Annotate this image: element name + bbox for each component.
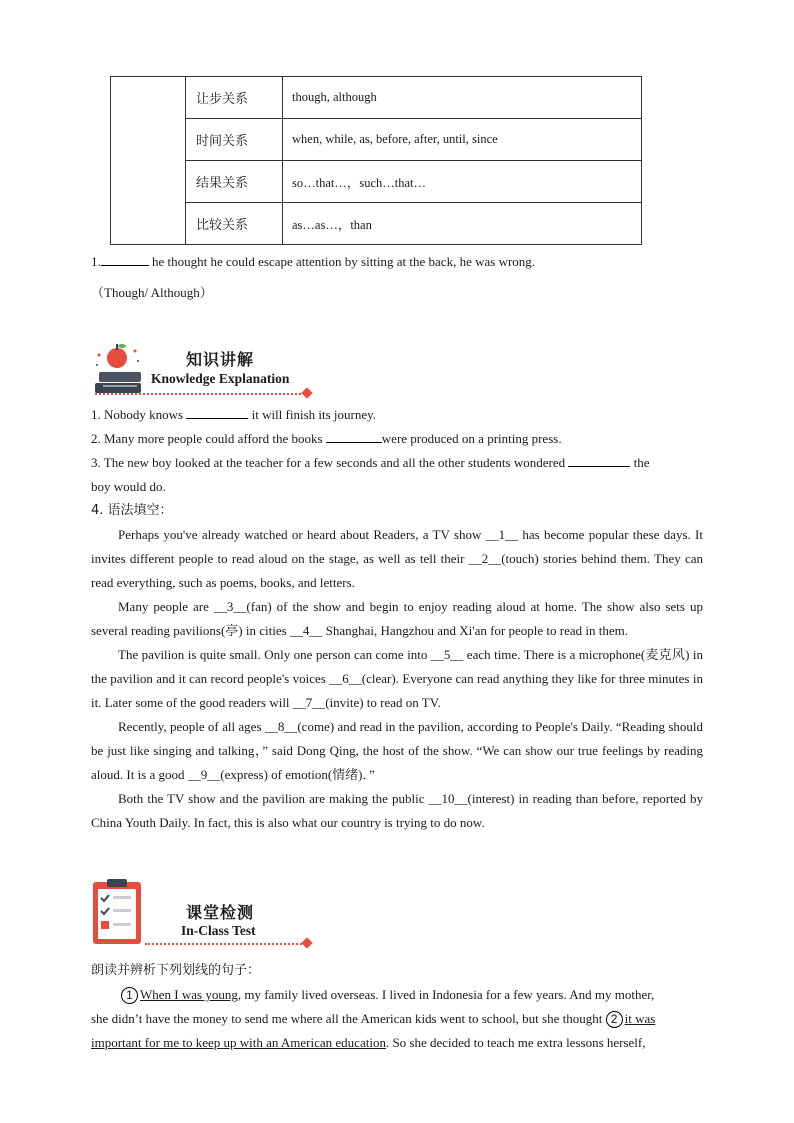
ke-question-2 (91, 427, 704, 451)
ke-question-3 (91, 451, 703, 475)
clipboard-checklist-icon (91, 878, 145, 948)
passage-text: . So she decided to teach me extra lessons herself, (385, 1035, 646, 1050)
table-cell-examples: as…as…，than (283, 203, 642, 245)
answer-blank (101, 253, 149, 266)
conjunction-table (110, 76, 642, 245)
underlined-sentence: When I was young (140, 987, 238, 1002)
section-header-knowledge (91, 341, 321, 401)
answer-blank (568, 454, 630, 467)
table-blank-cell (111, 77, 186, 245)
section-title-en: In-Class Test (181, 923, 256, 938)
question-text: the (630, 455, 650, 470)
section-header-test (91, 878, 321, 950)
passage-paragraph: Recently, people of all ages __8__(come) and read in the pavilion, according to People's Daily. “Reading should be just like singing and talking，” said Dong Qing, the host of the show. “We can show our true feelings by reading aloud. It is a good __9__(express) of emotion(情绪)．” (91, 719, 703, 782)
passage-text: she didn’t have the money to send me where all the American kids went to school, but she thought (91, 1011, 606, 1026)
question-text: 2. Many more people could afford the books (91, 431, 326, 446)
top-question-hint: （Though/ Although） (91, 285, 213, 300)
question-number: 1. (91, 254, 101, 269)
table-row (111, 203, 642, 245)
passage-paragraph: The pavilion is quite small. Only one person can come into __5__ each time. There is a microphone(麦克风) in the pavilion and it can record people's voices __6__(clear). Everyone can read anything they like for three minutes in it. Later some of the good readers will __7__(invite) to read on TV. (91, 647, 703, 710)
test-line (91, 983, 703, 1007)
table-cell-examples: when, while, as, before, after, until, since (283, 119, 642, 161)
question-text: it will finish its journey. (248, 407, 377, 422)
table-cell-category: 比较关系 (186, 203, 283, 245)
divider-diamond (301, 387, 312, 398)
section-title-cn: 课堂检测 (186, 903, 255, 922)
section-divider (95, 393, 305, 395)
circle-number: 1 (121, 987, 138, 1004)
passage-text: , my family lived overseas. I lived in Indonesia for a few years. And my mother, (237, 987, 655, 1002)
table-cell-category: 时间关系 (186, 119, 283, 161)
passage-paragraph: Many people are __3__(fan) of the show and begin to enjoy reading aloud at home. The show also sets up several reading pavilions(亭) in cities __4__ Shanghai, Hangzhou and Xi'an for people to read in them. (91, 599, 703, 638)
books-apple-icon (91, 341, 151, 397)
circle-number: 2 (606, 1011, 623, 1028)
test-instruction: 朗读并辨析下列划线的句子： (91, 963, 261, 978)
passage-paragraph: Both the TV show and the pavilion are making the public __10__(interest) in reading than before, reported by China Youth Daily. In fact, this is also what our country is trying to do now. (91, 791, 703, 830)
table-row (111, 77, 642, 119)
section-title-en: Knowledge Explanation (151, 371, 290, 386)
table-cell-examples: so…that…，such…that… (283, 161, 642, 203)
table-row (111, 119, 642, 161)
top-question (91, 250, 704, 274)
underlined-sentence: important for me to keep up with an American education (91, 1035, 386, 1050)
passage-paragraph: Perhaps you've already watched or heard about Readers, a TV show __1__ has become popular these days. It invites different people to read aloud on the stage, as well as tell their __2__(touch) stories behind them. They can read everything, such as poems, books, and letters. (91, 527, 703, 590)
test-line (91, 1007, 703, 1031)
section-title-cn: 知识讲解 (186, 350, 255, 369)
ke-question-1 (91, 403, 704, 427)
question-text: 3. The new boy looked at the teacher for a few seconds and all the other students wondered (91, 455, 569, 470)
section-divider (145, 943, 305, 945)
ke-question-3-cont: boy would do. (91, 479, 166, 494)
table-cell-examples: though, although (283, 77, 642, 119)
question-text: he thought he could escape attention by sitting at the back, he was wrong. (148, 254, 536, 269)
cloze-passage (91, 523, 703, 835)
underlined-sentence: it was (624, 1011, 656, 1026)
answer-blank (186, 406, 248, 419)
question-text: 1. Nobody knows (91, 407, 187, 422)
test-line (91, 1031, 703, 1055)
answer-blank (326, 430, 382, 443)
test-passage (91, 983, 703, 1055)
table-cell-category: 结果关系 (186, 161, 283, 203)
table-row (111, 161, 642, 203)
table-cell-category: 让步关系 (186, 77, 283, 119)
divider-diamond (301, 937, 312, 948)
ke-question-4: 4. 语法填空： (91, 503, 173, 518)
question-text: were produced on a printing press. (381, 431, 562, 446)
